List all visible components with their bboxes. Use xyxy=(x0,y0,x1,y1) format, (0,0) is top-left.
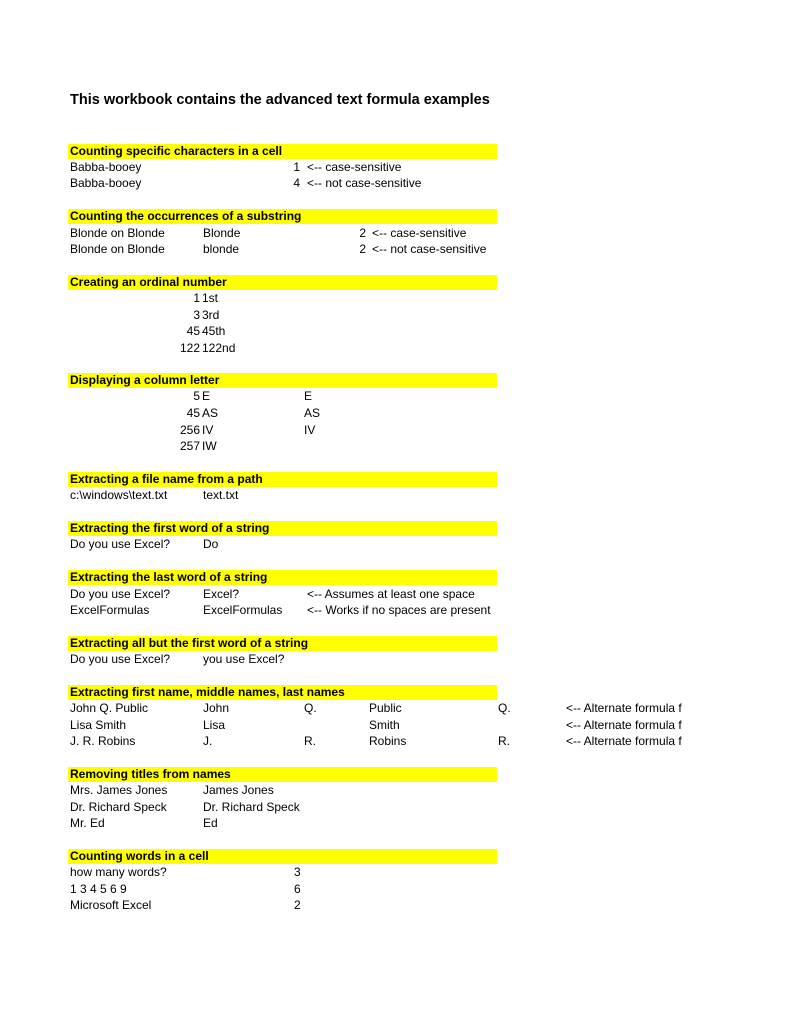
cell-count: 2 xyxy=(294,898,301,912)
section-header-titles: Removing titles from names xyxy=(68,767,497,782)
cell-text: Do you use Excel? xyxy=(70,537,171,551)
cell-note: <-- case-sensitive xyxy=(307,160,402,174)
cell-letter-alt: E xyxy=(304,389,313,403)
cell-number: 122 xyxy=(179,341,200,355)
cell-note: <-- case-sensitive xyxy=(372,226,467,240)
cell-full-name: Lisa Smith xyxy=(70,718,127,732)
cell-ordinal: 122nd xyxy=(202,341,236,355)
cell-count: 3 xyxy=(294,865,301,879)
section-header-all-but-first: Extracting all but the first word of a string xyxy=(68,636,497,651)
section-header-last-word: Extracting the last word of a string xyxy=(68,570,497,585)
cell-full-name: John Q. Public xyxy=(70,701,149,715)
cell-note: <-- Assumes at least one space xyxy=(307,587,475,601)
cell-number: 3 xyxy=(193,308,200,322)
cell-letter: E xyxy=(202,389,211,403)
cell-path: c:\windows\text.txt xyxy=(70,488,168,502)
cell-count: 1 xyxy=(293,160,300,174)
cell-last-name: Robins xyxy=(369,734,407,748)
cell-result: Do xyxy=(203,537,219,551)
cell-result: Dr. Richard Speck xyxy=(203,800,300,814)
cell-count: 4 xyxy=(293,176,300,190)
cell-number: 257 xyxy=(179,439,200,453)
cell-result: Ed xyxy=(203,816,218,830)
section-header-counting-chars: Counting specific characters in a cell xyxy=(68,144,497,159)
section-header-column-letter: Displaying a column letter xyxy=(68,373,497,388)
cell-alt-middle: Q. xyxy=(498,701,511,715)
cell-note: <-- Alternate formula f xyxy=(566,734,682,748)
cell-number: 45 xyxy=(186,324,200,338)
section-header-first-word: Extracting the first word of a string xyxy=(68,521,497,536)
cell-note: <-- Alternate formula f xyxy=(566,701,682,715)
cell-text: Do you use Excel? xyxy=(70,652,171,666)
cell-result: James Jones xyxy=(203,783,274,797)
cell-count: 2 xyxy=(359,226,366,240)
cell-count: 6 xyxy=(294,882,301,896)
section-header-names: Extracting first name, middle names, last names xyxy=(68,685,497,700)
cell-ordinal: 3rd xyxy=(202,308,220,322)
cell-note: <-- Works if no spaces are present xyxy=(307,603,491,617)
cell-letter-alt: AS xyxy=(304,406,321,420)
cell-number: 1 xyxy=(193,291,200,305)
cell-count: 2 xyxy=(359,242,366,256)
cell-middle-name: R. xyxy=(304,734,316,748)
cell-text: Babba-booey xyxy=(70,176,142,190)
cell-last-name: Smith xyxy=(369,718,400,732)
cell-note: <-- Alternate formula f xyxy=(566,718,682,732)
section-header-file-name: Extracting a file name from a path xyxy=(68,472,497,487)
cell-text: ExcelFormulas xyxy=(70,603,150,617)
cell-letter-alt: IV xyxy=(304,423,316,437)
cell-letter: IW xyxy=(202,439,217,453)
page-title: This workbook contains the advanced text formula examples xyxy=(70,92,490,108)
cell-letter: AS xyxy=(202,406,219,420)
cell-text: Blonde on Blonde xyxy=(70,242,165,256)
cell-name: Mr. Ed xyxy=(70,816,105,830)
cell-note: <-- not case-sensitive xyxy=(307,176,422,190)
section-header-ordinal: Creating an ordinal number xyxy=(68,275,497,290)
cell-result: you use Excel? xyxy=(203,652,285,666)
cell-full-name: J. R. Robins xyxy=(70,734,136,748)
section-header-counting-substring: Counting the occurrences of a substring xyxy=(68,209,497,224)
cell-number: 256 xyxy=(179,423,200,437)
cell-letter: IV xyxy=(202,423,214,437)
cell-alt-middle: R. xyxy=(498,734,510,748)
cell-text: Blonde on Blonde xyxy=(70,226,165,240)
cell-text: Babba-booey xyxy=(70,160,142,174)
cell-ordinal: 1st xyxy=(202,291,219,305)
cell-text: Microsoft Excel xyxy=(70,898,152,912)
cell-first-name: John xyxy=(203,701,230,715)
cell-first-name: Lisa xyxy=(203,718,226,732)
cell-name: Dr. Richard Speck xyxy=(70,800,167,814)
section-header-word-count: Counting words in a cell xyxy=(68,849,497,864)
cell-first-name: J. xyxy=(203,734,213,748)
cell-name: Mrs. James Jones xyxy=(70,783,168,797)
cell-ordinal: 45th xyxy=(202,324,226,338)
cell-file-name: text.txt xyxy=(203,488,239,502)
cell-middle-name: Q. xyxy=(304,701,317,715)
cell-text: Do you use Excel? xyxy=(70,587,171,601)
cell-substring: blonde xyxy=(203,242,240,256)
cell-number: 45 xyxy=(186,406,200,420)
cell-text: 1 3 4 5 6 9 xyxy=(70,882,127,896)
cell-text: how many words? xyxy=(70,865,167,879)
cell-substring: Blonde xyxy=(203,226,241,240)
cell-result: ExcelFormulas xyxy=(203,603,283,617)
cell-number: 5 xyxy=(193,389,200,403)
cell-last-name: Public xyxy=(369,701,402,715)
cell-note: <-- not case-sensitive xyxy=(372,242,487,256)
cell-result: Excel? xyxy=(203,587,240,601)
